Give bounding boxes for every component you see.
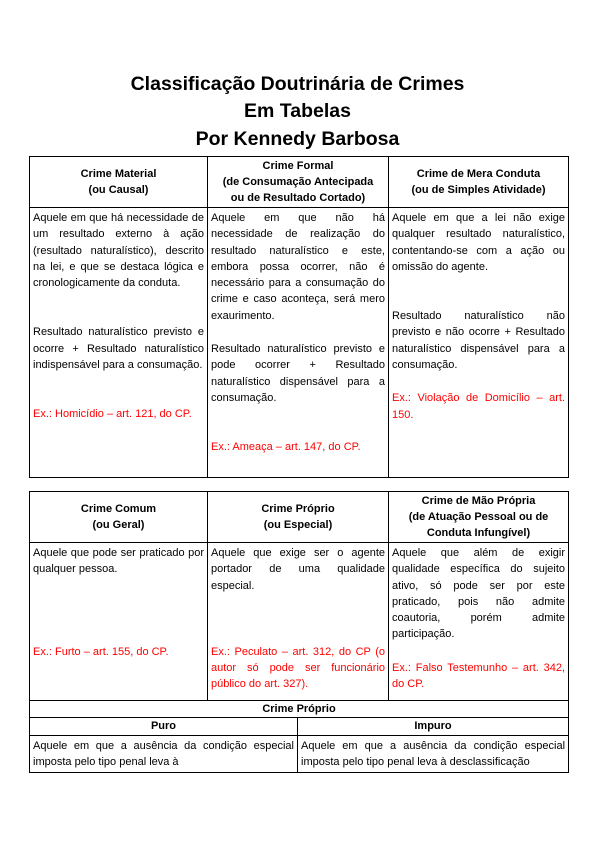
classification-table-subject [29, 491, 569, 773]
table2-header-row [30, 492, 569, 543]
definition-text: Aquele em que não há necessidade de realização do resultado naturalístico e este, embora possa ocorrer, não é necessário para a consumação do crime e caso aconteça, será mero exaurimento. [211, 212, 385, 322]
table1-body-row [30, 208, 569, 478]
cell-crime-material [30, 208, 208, 478]
definition-text: Aquele em que a lei não exige qualquer resultado naturalístico, contentando-se com a ação ou omissão do agente. [392, 212, 565, 273]
table2-sub-title-row [30, 701, 569, 718]
sub-header-puro: Puro [30, 718, 298, 735]
sub-header-impuro: Impuro [298, 718, 569, 735]
header-crime-material: Crime Material (ou Causal) [30, 157, 208, 208]
header-crime-proprio: Crime Próprio (ou Especial) [208, 492, 389, 543]
example-text: Ex.: Ameaça – art. 147, do CP. [211, 441, 361, 454]
table2-body-row [30, 543, 569, 701]
header-crime-mao-propria: Crime de Mão Própria (de Atuação Pessoal ou de Conduta Infungível) [389, 492, 569, 543]
title-line-1: Classificação Doutrinária de Crimes [130, 73, 465, 95]
cell-puro: Aquele em que a ausência da condição especial imposta pelo tipo penal leva à [30, 735, 298, 773]
definition-text: Aquele em que há necessidade de um resultado externo à ação (resultado naturalístico), descrito na lei, e que se destaca lógica e cronologicamente da conduta. [33, 212, 204, 290]
cell-crime-mao-propria [389, 543, 569, 701]
table1-header-row [30, 157, 569, 208]
header-crime-mera-conduta: Crime de Mera Conduta (ou de Simples Atividade) [389, 157, 569, 208]
sub-title-crime-proprio: Crime Próprio [30, 701, 569, 718]
cell-crime-mera-conduta [389, 208, 569, 478]
cell-crime-formal [208, 208, 389, 478]
cell-crime-proprio [208, 543, 389, 701]
cell-impuro: Aquele em que a ausência da condição especial imposta pelo tipo penal leva à desclassificação [298, 735, 569, 773]
example-text: Ex.: Homicídio – art. 121, do CP. [33, 408, 192, 421]
table2-sub-body-row [30, 735, 569, 773]
title-line-2: Em Tabelas [244, 100, 351, 122]
example-text: Ex.: Violação de Domicílio – art. 150. [392, 392, 565, 421]
classification-table-result [29, 156, 569, 478]
result-text: Resultado naturalístico previsto e pode ocorrer + Resultado naturalístico dispensável para a consumação. [211, 343, 385, 404]
title-line-3: Por Kennedy Barbosa [195, 128, 400, 150]
definition-text: Aquele que pode ser praticado por qualquer pessoa. [33, 547, 204, 576]
result-text: Resultado naturalístico não previsto e não ocorre + Resultado naturalístico dispensável para a consumação. [392, 310, 565, 372]
definition-text: Aquele que além de exigir qualidade específica do sujeito ativo, só pode ser por este praticado, pois não admite coautoria, porém admite participação. [392, 547, 566, 641]
result-text: Resultado naturalístico previsto e ocorre + Resultado naturalístico indispensável para a consumação. [33, 326, 204, 372]
header-crime-comum: Crime Comum (ou Geral) [30, 492, 208, 543]
table2-sub-header-row [30, 718, 569, 735]
definition-text: Aquele que exige ser o agente portador de uma qualidade especial. [211, 547, 386, 592]
header-crime-formal: Crime Formal (de Consumação Antecipada ou de Resultado Cortado) [208, 157, 389, 208]
example-text: Ex.: Furto – art. 155, do CP. [33, 645, 169, 658]
example-text: Ex.: Falso Testemunho – art. 342, do CP. [392, 661, 566, 691]
cell-crime-comum [30, 543, 208, 701]
example-text: Ex.: Peculato – art. 312, do CP (o autor só pode ser funcionário público do art. 327). [211, 645, 386, 691]
